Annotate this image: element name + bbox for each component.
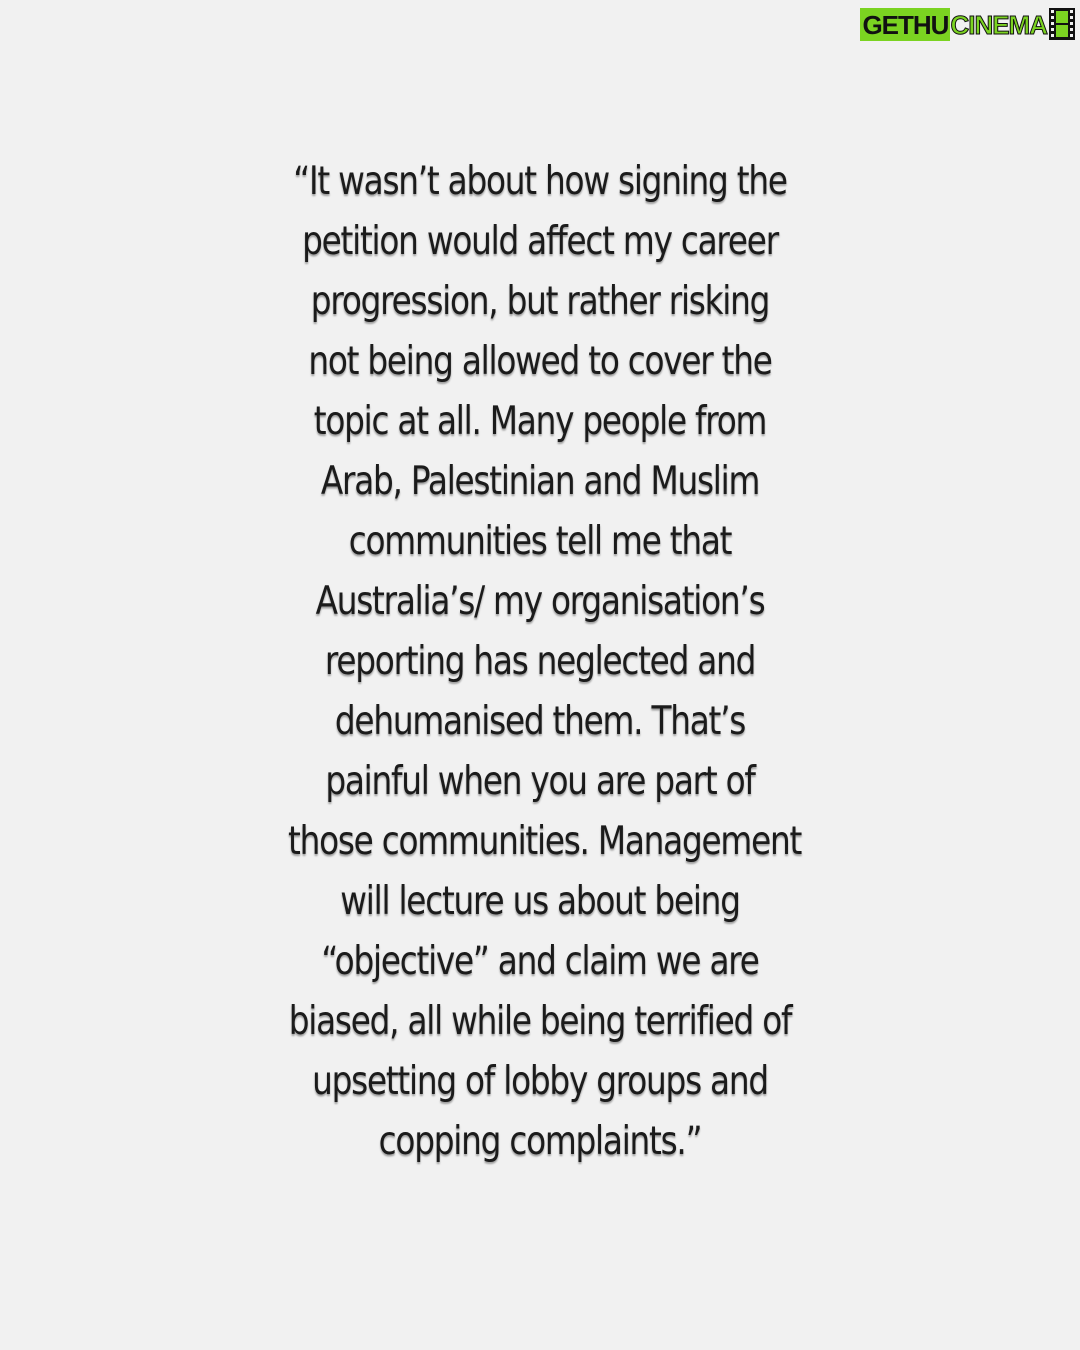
quote-line-13: will lecture us about being bbox=[340, 879, 740, 924]
quote-line-9: reporting has neglected and bbox=[324, 639, 756, 684]
gethucinema-logo bbox=[860, 6, 1076, 42]
quote-line-12: those communities. Management bbox=[288, 819, 802, 864]
quote-line-4: not being allowed to cover the bbox=[308, 339, 772, 384]
film-strip-icon bbox=[1048, 7, 1076, 41]
quote-line-3: progression, but rather risking bbox=[310, 279, 770, 324]
logo-text-cinema: CINEMA bbox=[950, 9, 1047, 40]
quote-line-16: upsetting of lobby groups and bbox=[312, 1059, 768, 1104]
logo-wordmark bbox=[860, 8, 1047, 41]
quote-line-5: topic at all. Many people from bbox=[313, 399, 767, 444]
quote-line-10: dehumanised them. That’s bbox=[334, 699, 746, 744]
quote-block bbox=[240, 152, 840, 1172]
quote-line-11: painful when you are part of bbox=[325, 759, 755, 804]
quote-line-15: biased, all while being terrified of bbox=[288, 999, 792, 1044]
quote-line-1: “It wasn’t about how signing the bbox=[293, 159, 787, 204]
logo-text-gethu: GETHU bbox=[862, 9, 949, 40]
quote-line-6: Arab, Palestinian and Muslim bbox=[320, 459, 760, 504]
quote-line-2: petition would affect my career bbox=[302, 219, 778, 264]
quote-line-17: copping complaints.” bbox=[378, 1119, 702, 1164]
quote-line-7: communities tell me that bbox=[348, 519, 732, 564]
quote-line-8: Australia’s/ my organisation’s bbox=[315, 579, 765, 624]
quote-line-14: “objective” and claim we are bbox=[321, 939, 759, 984]
